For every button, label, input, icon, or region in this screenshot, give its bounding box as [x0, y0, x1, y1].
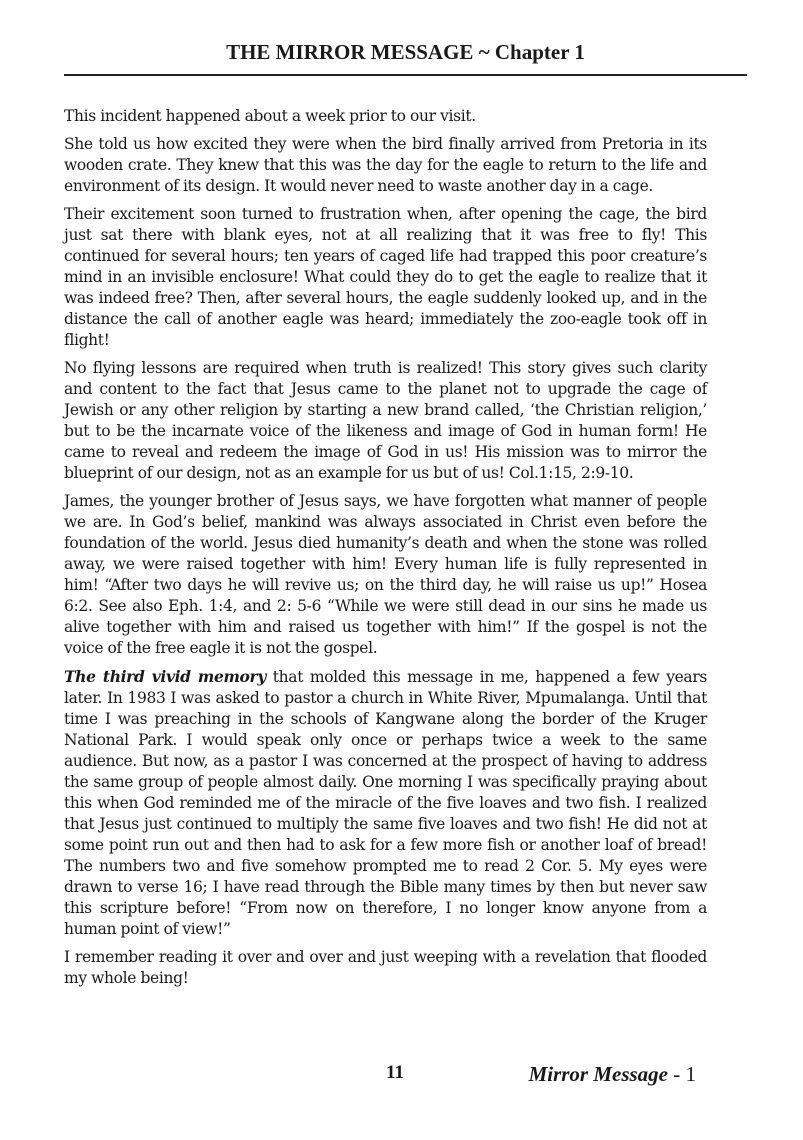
page-number: 11: [386, 1062, 404, 1083]
paragraph-text: She told us how excited they were when the bird finally arrived from Pretoria in its wooden crate. They knew that this was the day for the eagle to return to the life and environment of its design. It would never need to waste another day in a cage.: [64, 135, 707, 195]
paragraph: [64, 134, 707, 197]
paragraph: [64, 947, 707, 989]
paragraph-text: No flying lessons are required when truth is realized! This story gives such clarity and content to the fact that Jesus came to the planet not to upgrade the cage of Jewish or any other religion by starting a new brand called, ‘the Christian religion,’ but to be the incarnate voice of the likeness and image of God in human form! He came to reveal and redeem the image of God in us! His mission was to mirror the blueprint of our design, not as an example for us but of us! Col.1:15, 2:9-10.: [64, 359, 707, 482]
paragraph-text: I remember reading it over and over and just weeping with a revelation that flooded my whole being!: [64, 948, 707, 987]
body-text: [64, 106, 707, 996]
paragraph-lead: The third vivid memory: [64, 667, 266, 686]
paragraph-text: James, the younger brother of Jesus says, we have forgotten what manner of people we are. In God’s belief, mankind was always associated in Christ even before the foundation of the world. Jesus died humanity’s death and when the stone was rolled away, we were raised together with him! Every human life is fully represented in him! “After two days he will revive us; on the third day, he will raise us up!” Hosea 6:2. See also Eph. 1:4, and 2: 5-6 “While we were still dead in our sins he made us alive together with him and raised us together with him!” If the gospel is not the voice of the free eagle it is not the gospel.: [64, 492, 707, 657]
volume-number: - 1: [668, 1062, 696, 1086]
paragraph: [64, 358, 707, 484]
book-title: Mirror Message: [528, 1062, 668, 1086]
paragraph-text: that molded this message in me, happened a few years later. In 1983 I was asked to pastor a church in White River, Mpumalanga. Until that time I was preaching in the schools of Kangwane along the border of the Kruger National Park. I would speak only once or perhaps twice a week to the same audience. But now, as a pastor I was concerned at the prospect of having to address the same group of people almost daily. One morning I was specifically praying about this when God reminded me of the miracle of the five loaves and two fish. I realized that Jesus just continued to multiply the same five loaves and two fish! He did not at some point run out and then had to ask for a few more fish or another loaf of bread! The numbers two and five somehow prompted me to read 2 Cor. 5. My eyes were drawn to verse 16; I have read through the Bible many times by then but never saw this scripture before! “From now on therefore, I no longer know anyone from a human point of view!”: [64, 668, 707, 938]
running-footer: [529, 1062, 696, 1087]
page-header: [64, 38, 747, 76]
chapter-title: THE MIRROR MESSAGE ~ Chapter 1: [226, 40, 585, 64]
paragraph-text: This incident happened about a week prior to our visit.: [64, 107, 476, 125]
paragraph-text: Their excitement soon turned to frustration when, after opening the cage, the bird just sat there with blank eyes, not at all realizing that it was free to fly! This continued for several hours; ten years of caged life had trapped this poor creature’s mind in an invisible enclosure! What could they do to get the eagle to realize that it was indeed free? Then, after several hours, the eagle suddenly looked up, and in the distance the call of another eagle was heard; immediately the zoo-eagle took off in flight!: [64, 205, 707, 349]
paragraph: [64, 106, 707, 127]
paragraph: [64, 491, 707, 659]
paragraph: [64, 666, 707, 940]
paragraph: [64, 204, 707, 351]
page-footer: [0, 1062, 803, 1092]
